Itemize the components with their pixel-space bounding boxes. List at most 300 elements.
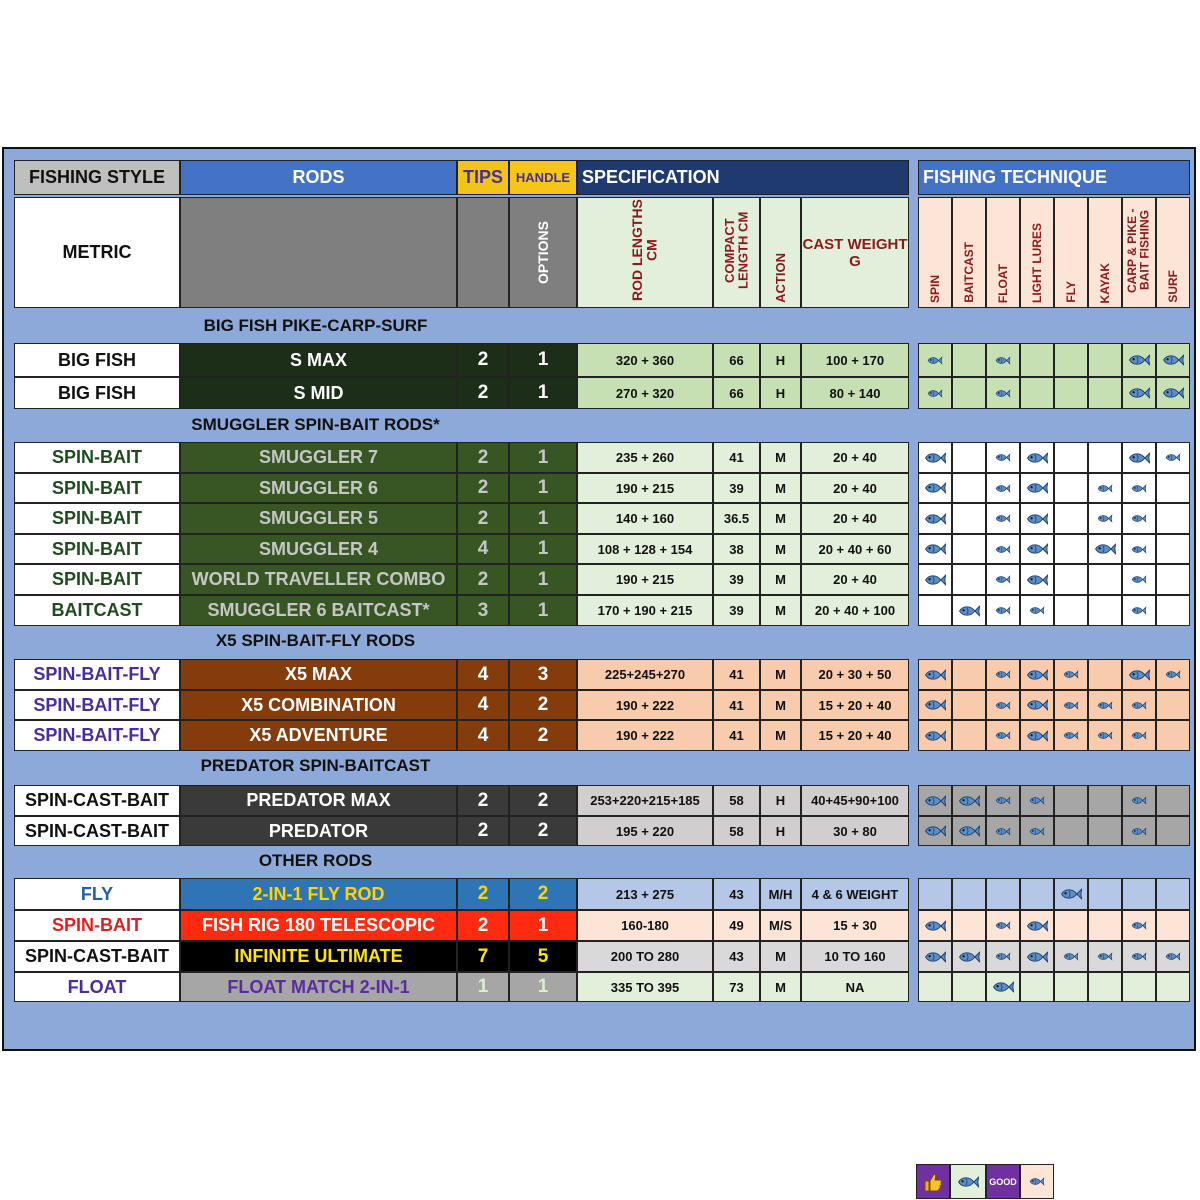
tips-cell: 1 — [457, 972, 509, 1002]
technique-cell — [1020, 473, 1054, 503]
fish-icon — [1029, 605, 1044, 616]
technique-cell — [1122, 377, 1156, 409]
technique-cell — [1122, 659, 1156, 690]
fishing-style-cell: FLOAT — [14, 972, 180, 1002]
technique-cell — [1020, 343, 1054, 377]
fish-icon — [924, 728, 946, 744]
technique-cell — [1088, 941, 1122, 972]
fish-icon — [1026, 541, 1048, 557]
technique-cell — [986, 442, 1020, 473]
tips-cell: 2 — [457, 343, 509, 377]
technique-cell — [1054, 910, 1088, 941]
technique-cell — [952, 878, 986, 910]
rod-lengths-cell: 190 + 222 — [577, 720, 713, 751]
technique-cell — [1020, 534, 1054, 564]
fish-icon — [1026, 918, 1048, 934]
header-rods-blank — [180, 197, 457, 308]
handle-cell: 1 — [509, 972, 577, 1002]
technique-cell — [1020, 564, 1054, 595]
rod-lengths-cell: 320 + 360 — [577, 343, 713, 377]
compact-length-cell: 58 — [713, 816, 760, 846]
action-cell: H — [760, 377, 801, 409]
handle-cell: 1 — [509, 442, 577, 473]
cast-weight-cell: 100 + 170 — [801, 343, 909, 377]
rod-name-cell: PREDATOR MAX — [180, 785, 457, 816]
technique-cell — [952, 816, 986, 846]
fish-icon — [1165, 669, 1180, 680]
header-metric: METRIC — [14, 197, 180, 308]
handle-cell: 1 — [509, 910, 577, 941]
handle-cell: 1 — [509, 503, 577, 534]
fish-icon — [1026, 572, 1048, 588]
action-cell: M — [760, 534, 801, 564]
technique-cell — [1122, 720, 1156, 751]
compact-length-cell: 39 — [713, 595, 760, 626]
action-cell: M — [760, 972, 801, 1002]
fishing-style-cell: BIG FISH — [14, 377, 180, 409]
header-technique-5-cell — [1088, 197, 1122, 308]
technique-cell — [952, 972, 986, 1002]
technique-cell — [986, 343, 1020, 377]
tips-cell: 2 — [457, 785, 509, 816]
technique-cell — [1156, 343, 1190, 377]
technique-cell — [1156, 534, 1190, 564]
rod-name-cell: S MAX — [180, 343, 457, 377]
fish-icon — [995, 355, 1010, 366]
technique-cell — [918, 878, 952, 910]
technique-cell — [952, 595, 986, 626]
fish-icon — [1165, 951, 1180, 962]
technique-cell — [986, 473, 1020, 503]
fishing-style-cell: BIG FISH — [14, 343, 180, 377]
compact-length-cell: 73 — [713, 972, 760, 1002]
fish-icon — [958, 603, 980, 619]
cast-weight-cell: 80 + 140 — [801, 377, 909, 409]
technique-cell — [1156, 564, 1190, 595]
technique-cell — [1088, 878, 1122, 910]
rod-lengths-cell: 108 + 128 + 154 — [577, 534, 713, 564]
rod-lengths-cell: 335 TO 395 — [577, 972, 713, 1002]
fishing-style-cell: FLY — [14, 878, 180, 910]
header-action: ACTION — [772, 253, 788, 303]
technique-cell — [1088, 816, 1122, 846]
fish-icon — [1026, 450, 1048, 466]
action-cell: H — [760, 343, 801, 377]
fish-icon — [1162, 385, 1184, 401]
technique-cell — [1122, 910, 1156, 941]
handle-cell: 2 — [509, 816, 577, 846]
header-handle: HANDLE — [509, 160, 577, 195]
fishing-style-cell: SPIN-BAIT — [14, 910, 180, 941]
technique-cell — [1054, 690, 1088, 720]
cast-weight-cell: 15 + 30 — [801, 910, 909, 941]
fish-icon — [924, 572, 946, 588]
fish-icon — [1063, 730, 1078, 741]
rod-lengths-cell: 190 + 215 — [577, 473, 713, 503]
header-tips: TIPS — [457, 160, 509, 195]
action-cell: M — [760, 659, 801, 690]
technique-cell — [952, 442, 986, 473]
tips-cell: 2 — [457, 377, 509, 409]
compact-length-cell: 49 — [713, 910, 760, 941]
fish-icon — [924, 450, 946, 466]
cast-weight-cell: 20 + 30 + 50 — [801, 659, 909, 690]
technique-cell — [1020, 941, 1054, 972]
technique-cell — [918, 972, 952, 1002]
fish-icon — [1060, 886, 1082, 902]
fish-icon — [1097, 700, 1112, 711]
cast-weight-cell: 20 + 40 + 100 — [801, 595, 909, 626]
technique-cell — [1088, 659, 1122, 690]
technique-cell — [918, 816, 952, 846]
technique-cell — [1054, 442, 1088, 473]
technique-cell — [1088, 442, 1122, 473]
fish-icon — [1026, 728, 1048, 744]
technique-cell — [1156, 972, 1190, 1002]
technique-cell — [986, 816, 1020, 846]
tips-cell: 2 — [457, 816, 509, 846]
technique-cell — [1088, 473, 1122, 503]
fish-icon — [1131, 700, 1146, 711]
fish-icon — [1026, 697, 1048, 713]
rod-name-cell: X5 COMBINATION — [180, 690, 457, 720]
action-cell: M — [760, 503, 801, 534]
handle-cell: 2 — [509, 690, 577, 720]
technique-cell — [1156, 878, 1190, 910]
header-fishing-technique: FISHING TECHNIQUE — [918, 160, 1190, 195]
header-technique-3: LIGHT LURES — [1029, 223, 1044, 303]
fish-icon — [958, 949, 980, 965]
rod-lengths-cell: 160-180 — [577, 910, 713, 941]
action-cell: M — [760, 564, 801, 595]
technique-cell — [1122, 941, 1156, 972]
technique-cell — [1054, 534, 1088, 564]
technique-cell — [1156, 595, 1190, 626]
fish-icon — [924, 793, 946, 809]
technique-cell — [1122, 878, 1156, 910]
technique-cell — [1156, 659, 1190, 690]
technique-cell — [1054, 564, 1088, 595]
fish-icon — [1128, 667, 1150, 683]
rod-name-cell: X5 MAX — [180, 659, 457, 690]
technique-cell — [1088, 910, 1122, 941]
fish-icon — [995, 795, 1010, 806]
fish-icon — [958, 793, 980, 809]
fishing-style-cell: SPIN-BAIT — [14, 564, 180, 595]
technique-cell — [1054, 816, 1088, 846]
header-technique-6-cell — [1122, 197, 1156, 308]
technique-cell — [918, 659, 952, 690]
technique-cell — [1054, 785, 1088, 816]
fishing-style-cell: SPIN-BAIT — [14, 534, 180, 564]
fish-icon — [1097, 483, 1112, 494]
cast-weight-cell: 15 + 20 + 40 — [801, 720, 909, 751]
fish-icon — [992, 979, 1014, 995]
technique-cell — [1020, 785, 1054, 816]
fish-icon — [924, 823, 946, 839]
fish-icon — [1131, 795, 1146, 806]
header-cast-weight: CAST WEIGHT G — [801, 197, 909, 308]
fish-icon — [995, 483, 1010, 494]
handle-cell: 1 — [509, 377, 577, 409]
cast-weight-cell: 20 + 40 — [801, 503, 909, 534]
technique-cell — [1156, 941, 1190, 972]
technique-cell — [986, 595, 1020, 626]
handle-cell: 1 — [509, 595, 577, 626]
technique-cell — [918, 595, 952, 626]
technique-cell — [918, 720, 952, 751]
fish-icon — [995, 920, 1010, 931]
legend-fish-small — [1020, 1164, 1054, 1199]
technique-cell — [1122, 534, 1156, 564]
fish-icon — [1131, 951, 1146, 962]
rod-name-cell: SMUGGLER 7 — [180, 442, 457, 473]
section-title: PREDATOR SPIN-BAITCAST — [200, 756, 431, 775]
rod-lengths-cell: 225+245+270 — [577, 659, 713, 690]
technique-cell — [1156, 720, 1190, 751]
technique-cell — [918, 785, 952, 816]
fish-icon — [1128, 352, 1150, 368]
header-technique-2-cell — [986, 197, 1020, 308]
technique-cell — [1156, 503, 1190, 534]
fishing-style-cell: SPIN-CAST-BAIT — [14, 941, 180, 972]
fish-icon — [924, 949, 946, 965]
action-cell: M — [760, 720, 801, 751]
tips-cell: 4 — [457, 534, 509, 564]
fish-icon — [924, 511, 946, 527]
rod-name-cell: FLOAT MATCH 2-IN-1 — [180, 972, 457, 1002]
technique-cell — [952, 564, 986, 595]
action-cell: M — [760, 442, 801, 473]
rod-lengths-cell: 213 + 275 — [577, 878, 713, 910]
comparison-board — [2, 147, 1196, 1187]
cast-weight-cell: 15 + 20 + 40 — [801, 690, 909, 720]
fish-icon — [995, 574, 1010, 585]
technique-cell — [1122, 343, 1156, 377]
fish-icon — [995, 951, 1010, 962]
rod-name-cell: X5 ADVENTURE — [180, 720, 457, 751]
compact-length-cell: 39 — [713, 473, 760, 503]
technique-cell — [952, 473, 986, 503]
rod-lengths-cell: 253+220+215+185 — [577, 785, 713, 816]
compact-length-cell: 58 — [713, 785, 760, 816]
technique-cell — [1156, 785, 1190, 816]
fishing-style-cell: BAITCAST — [14, 595, 180, 626]
fish-icon — [995, 544, 1010, 555]
technique-cell — [1054, 377, 1088, 409]
fish-icon — [1029, 826, 1044, 837]
header-rod-lengths: ROD LENGTHS CM — [629, 199, 660, 302]
cast-weight-cell: 4 & 6 WEIGHT — [801, 878, 909, 910]
tips-cell: 2 — [457, 878, 509, 910]
header-technique-3-cell — [1020, 197, 1054, 308]
action-cell: H — [760, 785, 801, 816]
technique-cell — [1020, 720, 1054, 751]
fish-icon — [924, 697, 946, 713]
fish-icon — [1131, 574, 1146, 585]
technique-cell — [952, 343, 986, 377]
compact-length-cell: 41 — [713, 442, 760, 473]
rod-lengths-cell: 190 + 222 — [577, 690, 713, 720]
technique-cell — [918, 534, 952, 564]
rod-name-cell: SMUGGLER 4 — [180, 534, 457, 564]
header-technique-1-cell — [952, 197, 986, 308]
fishing-style-cell: SPIN-BAIT — [14, 503, 180, 534]
rod-lengths-cell: 195 + 220 — [577, 816, 713, 846]
header-technique-0-cell — [918, 197, 952, 308]
technique-cell — [952, 377, 986, 409]
technique-cell — [986, 972, 1020, 1002]
technique-cell — [1088, 503, 1122, 534]
rod-lengths-cell: 140 + 160 — [577, 503, 713, 534]
tips-cell: 2 — [457, 503, 509, 534]
fish-icon — [995, 452, 1010, 463]
tips-cell: 2 — [457, 910, 509, 941]
legend-good-label: GOOD — [986, 1164, 1020, 1199]
technique-cell — [1088, 785, 1122, 816]
technique-cell — [1054, 343, 1088, 377]
rod-name-cell: SMUGGLER 6 BAITCAST* — [180, 595, 457, 626]
technique-cell — [1088, 534, 1122, 564]
header-technique-6: CARP & PIKE - BAIT FISHING — [1125, 208, 1152, 293]
technique-cell — [1156, 690, 1190, 720]
technique-cell — [1020, 659, 1054, 690]
header-tips-blank — [457, 197, 509, 308]
technique-cell — [1020, 910, 1054, 941]
technique-cell — [952, 534, 986, 564]
technique-cell — [918, 941, 952, 972]
compact-length-cell: 38 — [713, 534, 760, 564]
handle-cell: 1 — [509, 473, 577, 503]
rod-name-cell: FISH RIG 180 TELESCOPIC — [180, 910, 457, 941]
action-cell: M/S — [760, 910, 801, 941]
fish-icon — [927, 388, 942, 399]
section-title: SMUGGLER SPIN-BAIT RODS* — [191, 415, 440, 434]
cast-weight-cell: 20 + 40 + 60 — [801, 534, 909, 564]
technique-cell — [986, 564, 1020, 595]
technique-cell — [952, 659, 986, 690]
fish-icon — [1029, 795, 1044, 806]
cast-weight-cell: 20 + 40 — [801, 564, 909, 595]
rod-lengths-cell: 170 + 190 + 215 — [577, 595, 713, 626]
header-compact-length-cell — [713, 197, 760, 308]
technique-cell — [1054, 720, 1088, 751]
fishing-style-cell: SPIN-BAIT — [14, 473, 180, 503]
header-compact-length: COMPACT LENGTH CM — [721, 211, 751, 290]
header-options: OPTIONS — [534, 220, 551, 284]
fish-icon — [1097, 513, 1112, 524]
fish-icon — [924, 667, 946, 683]
technique-cell — [1122, 785, 1156, 816]
technique-cell — [1054, 941, 1088, 972]
compact-length-cell: 66 — [713, 377, 760, 409]
technique-cell — [1156, 377, 1190, 409]
tips-cell: 7 — [457, 941, 509, 972]
handle-cell: 3 — [509, 659, 577, 690]
tips-cell: 4 — [457, 659, 509, 690]
technique-cell — [986, 690, 1020, 720]
compact-length-cell: 39 — [713, 564, 760, 595]
handle-cell: 5 — [509, 941, 577, 972]
cast-weight-cell: 20 + 40 — [801, 442, 909, 473]
handle-cell: 2 — [509, 785, 577, 816]
technique-cell — [1156, 473, 1190, 503]
technique-cell — [986, 534, 1020, 564]
header-technique-7-cell — [1156, 197, 1190, 308]
technique-cell — [1054, 878, 1088, 910]
technique-cell — [1054, 595, 1088, 626]
technique-cell — [986, 503, 1020, 534]
technique-cell — [918, 473, 952, 503]
technique-cell — [986, 910, 1020, 941]
fish-icon — [995, 826, 1010, 837]
technique-cell — [918, 564, 952, 595]
fish-icon — [1026, 949, 1048, 965]
technique-cell — [918, 442, 952, 473]
fishing-style-cell: SPIN-BAIT-FLY — [14, 659, 180, 690]
technique-cell — [1054, 503, 1088, 534]
action-cell: M/H — [760, 878, 801, 910]
technique-cell — [1020, 816, 1054, 846]
handle-cell: 2 — [509, 878, 577, 910]
compact-length-cell: 66 — [713, 343, 760, 377]
header-options-cell — [509, 197, 577, 308]
header-technique-4-cell — [1054, 197, 1088, 308]
fish-icon — [995, 388, 1010, 399]
technique-cell — [986, 941, 1020, 972]
technique-cell — [1122, 442, 1156, 473]
technique-cell — [952, 720, 986, 751]
rod-lengths-cell: 200 TO 280 — [577, 941, 713, 972]
technique-cell — [986, 720, 1020, 751]
action-cell: M — [760, 690, 801, 720]
header-technique-0: SPIN — [927, 274, 942, 303]
technique-cell — [1020, 442, 1054, 473]
fish-icon — [1063, 700, 1078, 711]
fish-icon — [1162, 352, 1184, 368]
fish-icon — [1029, 1176, 1044, 1187]
action-cell: H — [760, 816, 801, 846]
fishing-style-cell: SPIN-BAIT-FLY — [14, 720, 180, 751]
fish-icon — [1063, 951, 1078, 962]
technique-cell — [1020, 595, 1054, 626]
technique-cell — [1088, 972, 1122, 1002]
technique-cell — [952, 785, 986, 816]
technique-cell — [1088, 343, 1122, 377]
compact-length-cell: 41 — [713, 720, 760, 751]
header-technique-4: FLY — [1063, 281, 1078, 303]
technique-cell — [1156, 816, 1190, 846]
technique-cell — [1020, 972, 1054, 1002]
technique-cell — [1122, 595, 1156, 626]
header-rod-lengths-cell — [577, 197, 713, 308]
technique-cell — [1088, 564, 1122, 595]
technique-cell — [952, 910, 986, 941]
technique-cell — [1122, 972, 1156, 1002]
tips-cell: 2 — [457, 473, 509, 503]
technique-cell — [1054, 972, 1088, 1002]
technique-cell — [1088, 690, 1122, 720]
fish-icon — [924, 918, 946, 934]
rod-lengths-cell: 270 + 320 — [577, 377, 713, 409]
technique-cell — [986, 878, 1020, 910]
rod-lengths-cell: 190 + 215 — [577, 564, 713, 595]
fish-icon — [1063, 669, 1078, 680]
technique-cell — [986, 377, 1020, 409]
technique-cell — [1122, 564, 1156, 595]
header-rods: RODS — [180, 160, 457, 195]
legend-thumb-cell — [916, 1164, 950, 1199]
